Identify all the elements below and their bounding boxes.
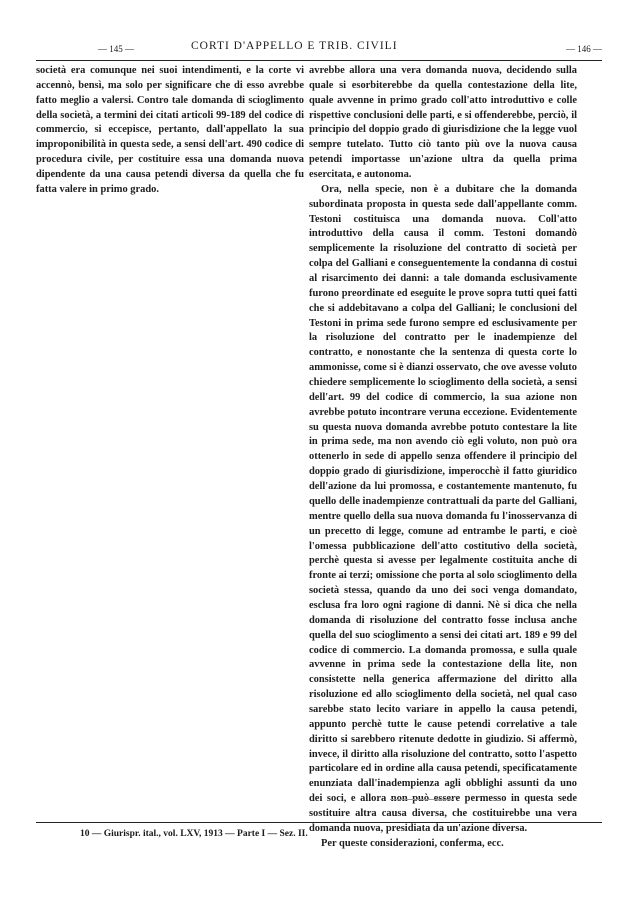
- running-header: [36, 40, 602, 56]
- header-rule: [36, 60, 602, 61]
- page-number-left: — 145 —: [98, 44, 134, 54]
- end-separator: [390, 799, 454, 800]
- right-paragraph-2: Ora, nella specie, non è a dubitare che la domanda subordinata proposta in questa sede dall'appellante comm. Testoni costituisca una domanda nuova. Coll'atto introduttivo della causa il comm. Testoni domandò semplicemente la risoluzione del contratto di società per colpa del Galliani e conseguentemente la condanna di costui al risarcimento dei danni: a tale domanda esclusivamente furono preordinate ed eseguite le prove sopra tutti quei fatti che si addebitavano a colpa del Galliani; le conclusioni del Testoni in prima sede furono sempre ed esclusivamente per la risoluzione del contratto per le inadempienze del contratto, e nonostante che la sentenza di questa corte lo ammonisse, come si è dianzi osservato, che ove avesse voluto chiedere semplicemente lo scioglimento della società, a sensi dell'art. 99 del codice di commercio, la sua azione non avrebbe potuto incontrare veruna eccezione. Evidentemente su questa nuova domanda avrebbe potuto contestare la lite in prima sede, ma non avendo ciò egli voluto, non può ora ottenerlo in sede di appello senza offendere il principio del doppio grado di giurisdizione, imperocchè il fatto giuridico dell'azione da lui promossa, e costantemente mantenuto, fu quello delle inadempienze contrattuali da parte del Galliani, mentre quello della sua nuova domanda fu l'inosservanza di un precetto di legge, comune ad entrambe le parti, e cioè l'omessa pubblicazione dell'atto costitutivo della società, perchè questa si avesse per legalmente costituita anche di fronte ai terzi; omissione che porta al solo scioglimento della società stessa, quando da uno dei soci venga domandato, esclusa fra loro ogni ragione di danni. Nè si dica che nella domanda di risoluzione del contratto fosse inclusa anche quella del suo scioglimento a sensi dei citati art. 189 e 99 del codice di commercio. La domanda promossa, e sulla quale avvenne in prima sede la contestazione della lite, non consistette nella generica affermazione del diritto alla risoluzione ed allo scioglimento della società, nel qual caso sarebbe stato lecito variare in appello la causa petendi, appunto perchè tutte le cause petendi correlative a tale diritto si sarebbero ritenute dedotte in giudizio. Si affermò, invece, il diritto alla risoluzione del contratto, sotto l'aspetto particolare ed in ordine alla causa petendi, specificatamente enunziata dall'inadempienza agli obblighi assunti da uno dei soci, e allora non può essere permesso in questa sede sostituire altra causa diversa, che costituirebbe una vera domanda nuova, presidiata da un'azione diversa.: [309, 183, 577, 834]
- right-paragraph-1: avrebbe allora una vera domanda nuova, decidendo sulla quale si esorbiterebbe da quella contestazione della lite, quale avvenne in primo grado coll'atto introduttivo e colle rispettive conclusioni delle parti, e si offenderebbe, perciò, il principio del doppio grado di giurisdizione che la legge vuol sempre tutelato. Tutto ciò tanto più ove la nuova causa petendi importasse un'azione ultra da quella prima esercitata, e autonoma.: [309, 65, 577, 181]
- left-column: [36, 64, 304, 820]
- page-footer: 10 — Giurispr. ital., vol. LXV, 1913 — Parte I — Sez. II.: [80, 829, 308, 839]
- running-title: CORTI D'APPELLO E TRIB. CIVILI: [191, 40, 398, 52]
- page-number-right: — 146 —: [566, 44, 602, 54]
- right-paragraph-3: Per queste considerazioni, conferma, ecc.: [321, 837, 504, 849]
- right-column: [309, 64, 577, 849]
- left-paragraph-1: società era comunque nei suoi intendimenti, e la corte vi accennò, bensì, ma solo per significare che di esso avrebbe fatto meglio a valersi. Contro tale domanda di scioglimento della società, a termini dei citati articoli 99-189 del codice di commercio, si eccepisce, pertanto, dall'appellato la sua improponibilità in questa sede, a sensi dell'art. 490 codice di procedura civile, per costituire essa una domanda nuova dipendente da una causa petendi diversa da quella che fu fatta valere in primo grado.: [36, 65, 304, 195]
- footer-rule: [36, 822, 602, 823]
